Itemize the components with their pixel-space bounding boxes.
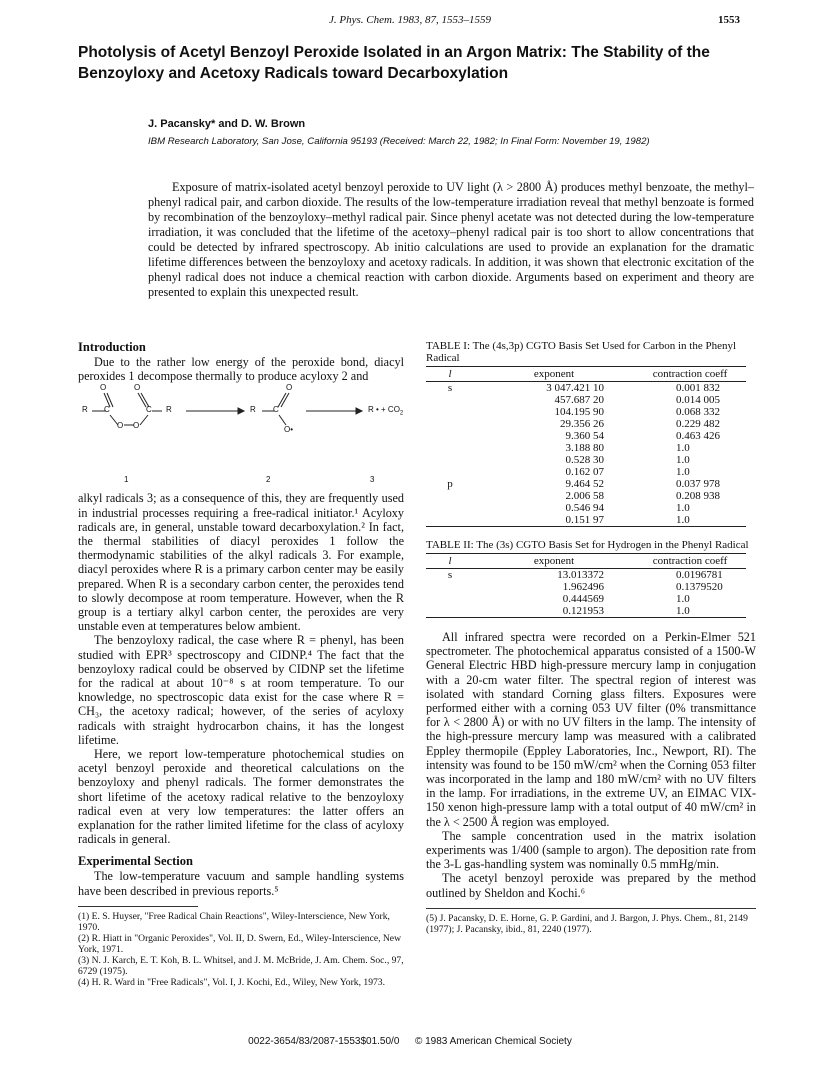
- table2-cell-coeff: 1.0: [676, 593, 690, 605]
- table2: [426, 553, 746, 618]
- table2-cell-coeff: 1.0: [634, 605, 746, 618]
- table2-caption: TABLE II: The (3s) CGTO Basis Set for Hydrogen in the Phenyl Radical: [426, 539, 749, 551]
- right-column: [426, 340, 756, 935]
- table1-cell-coeff: 1.0: [634, 514, 746, 527]
- table1-row: [426, 418, 746, 430]
- table1-cell-coeff: 0.068 332: [676, 406, 720, 418]
- table1-cell-l: [426, 442, 474, 454]
- table1-cell-exponent: 3.188 80: [565, 442, 604, 454]
- table1: [426, 366, 746, 527]
- table2-cell-exponent: 13.013372: [557, 569, 604, 581]
- table2-row: [426, 593, 746, 605]
- scheme-r1: R: [82, 405, 88, 415]
- table1-cell-exponent: 0.546 94: [565, 502, 604, 514]
- table1-cell-l: [426, 490, 474, 502]
- table1-row: [426, 514, 746, 527]
- table1-cell-coeff: 1.0: [676, 502, 690, 514]
- table1-cell-exponent: 0.151 97: [474, 514, 634, 527]
- footer-code: 0022-3654/83/2087-1553$01.50/0: [248, 1036, 400, 1047]
- table2-cell-coeff: 0.0196781: [676, 569, 723, 581]
- table2-header-coeff: contraction coeff: [634, 554, 746, 569]
- authors: J. Pacansky* and D. W. Brown: [148, 118, 306, 130]
- table1-cell-exponent: 3 047.421 10: [546, 382, 604, 394]
- methods-paragraph-3: The acetyl benzoyl peroxide was prepared by the method outlined by Sheldon and Kochi.⁶: [426, 871, 756, 900]
- compound-3-label: 3: [370, 475, 375, 485]
- footnote-rule: [78, 906, 198, 907]
- scheme-o-radical: O•: [284, 425, 294, 435]
- table1-cell-exponent: 104.195 90: [554, 406, 604, 418]
- scheme-o2: O: [117, 421, 124, 431]
- scheme-o3: O: [133, 421, 140, 431]
- footnote-rule-right: [426, 908, 756, 909]
- table1-cell-exponent: 2.006 58: [565, 490, 604, 502]
- table2-cell-l: [426, 593, 474, 605]
- table2-header-l: l: [426, 554, 474, 569]
- table1-cell-l: p: [447, 478, 453, 490]
- table1-header-exponent: exponent: [474, 367, 634, 382]
- scheme-r3: R: [250, 405, 256, 415]
- table2-cell-exponent: 0.121953: [474, 605, 634, 618]
- table1-row: [426, 490, 746, 502]
- table1-cell-coeff: 0.463 426: [676, 430, 720, 442]
- table1-cell-coeff: 1.0: [676, 454, 690, 466]
- methods-paragraph-1: All infrared spectra were recorded on a Perkin-Elmer 521 spectrometer. The photochemical apparatus consisted of a 1500-W General Electric HBD high-pressure mercury lamp in conjugation with a 20-cm water filter. The spectral region of interest was isolated with standard Corning glass filters. Exposures were performed either with a corning 053 UV filter (0% transmittance for λ < 2800 Å) or with no UV filters in the lamp. The intensity of the high-pressure mercury lamp was measured with a calibrated Eppley thermopile (Eppley Laboratories, Inc., Newport, RI). The intensity was found to be 150 mW/cm² when the Corning 053 filter was incorporated in the lamp and 180 mW/cm² with no UV filters in the lamp. For irradiations, in the extreme UV, an EIMAC VIX-150 xenon high-pressure lamp with a total output of 40 mW/cm² in the λ < 2500 Å region was employed.: [426, 630, 756, 829]
- table1-cell-coeff: 0.229 482: [676, 418, 720, 430]
- intro-paragraph-4: Here, we report low-temperature photochemical studies on acetyl benzoyl peroxide and theoretical calculations on the benzoyloxy and phenyl radicals. The former demonstrates the short lifetime of the acetoxy radical relative to the benzoyloxy radical even at very low temperatures: the latter offers an explanation for the rather limited lifetime for the class of acyloxy radicals in general.: [78, 747, 404, 847]
- table1-cell-exponent: 0.162 07: [565, 466, 604, 478]
- reaction-scheme: R C O O O C O R R C O O• R • + $CO_2$ 1 2 3: [78, 383, 404, 491]
- table1-cell-l: s: [447, 382, 453, 394]
- table1-row: [426, 394, 746, 406]
- table1-cell-exponent: 0.528 30: [565, 454, 604, 466]
- table2-cell-l: [426, 605, 474, 618]
- intro-paragraph-1: Due to the rather low energy of the peroxide bond, diacyl peroxides 1 decompose thermally to produce acyloxy 2 and: [78, 355, 404, 384]
- table1-cell-l: [426, 430, 474, 442]
- table1-cell-coeff: 0.037 978: [676, 478, 720, 490]
- table2-cell-l: [426, 581, 474, 593]
- table1-cell-l: [426, 394, 474, 406]
- page-number: 1553: [718, 14, 740, 26]
- scheme-products: R • + $CO_2$: [368, 405, 404, 417]
- footnote-1: (1) E. S. Huyser, "Free Radical Chain Reactions", Wiley-Interscience, New York, 1970.: [78, 910, 390, 933]
- footnote-2: (2) R. Hiatt in "Organic Peroxides", Vol. II, D. Swern, Ed., Wiley-Interscience, New York, 1971.: [78, 932, 401, 955]
- table2-row: [426, 605, 746, 618]
- table2-cell-exponent: 0.444569: [562, 593, 604, 605]
- table1-cell-coeff: 0.208 938: [676, 490, 720, 502]
- table2-header-exponent: exponent: [474, 554, 634, 569]
- table1-row: [426, 454, 746, 466]
- table1-cell-l: [426, 466, 474, 478]
- table2-row: [426, 569, 746, 582]
- section-heading-experimental: Experimental Section: [78, 854, 193, 869]
- compound-1-label: 1: [124, 475, 129, 485]
- intro-paragraph-3: The benzoyloxy radical, the case where R = phenyl, has been studied with EPR³ spectroscopy and CIDNP.⁴ The fact that the benzoyloxy radical could be observed by CIDNP set the lifetime for the radical at about 10⁻⁸ s at room temperature. To our knowledge, no spectroscopic data exist for the case where R = CH₃, the acetoxy radical; however, of the series of acyloxy radicals with straight hydrocarbon chains, it has the longest lifetime.: [78, 633, 404, 747]
- table1-row: [426, 466, 746, 478]
- table2-cell-l: s: [447, 569, 453, 581]
- table1-cell-exponent: 9.464 52: [565, 478, 604, 490]
- table1-cell-coeff: 1.0: [676, 466, 690, 478]
- section-heading-introduction: Introduction: [78, 340, 146, 354]
- footnote-5: (5) J. Pacansky, D. E. Horne, G. P. Gardini, and J. Bargon, J. Phys. Chem., 81, 2149 (1977); J. Pacansky, ibid., 81, 2240 (1977).: [426, 912, 748, 935]
- table1-cell-l: [426, 406, 474, 418]
- article-title: Photolysis of Acetyl Benzoyl Peroxide Isolated in an Argon Matrix: The Stability of the Benzoyloxy and Acetoxy Radicals toward Decarboxylation: [78, 44, 710, 82]
- journal-citation: J. Phys. Chem. 1983, 87, 1553–1559: [329, 14, 491, 26]
- table1-row: [426, 430, 746, 442]
- scheme-r2: R: [166, 405, 172, 415]
- footnote-3: (3) N. J. Karch, E. T. Koh, B. L. Whitsel, and J. M. McBride, J. Am. Chem. Soc., 97, 6729 (1975).: [78, 954, 404, 977]
- table1-body: [426, 382, 746, 527]
- table1-row: [426, 382, 746, 395]
- table1-cell-exponent: 457.687 20: [554, 394, 604, 406]
- table1-cell-l: [426, 454, 474, 466]
- table1-cell-coeff: 1.0: [676, 442, 690, 454]
- footnote-4: (4) H. R. Ward in "Free Radicals", Vol. I, J. Kochi, Ed., Wiley, New York, 1973.: [78, 976, 385, 988]
- table2-row: [426, 581, 746, 593]
- table1-row: [426, 442, 746, 454]
- table1-header-l: l: [426, 367, 474, 382]
- table2-body: [426, 569, 746, 618]
- abstract: Exposure of matrix-isolated acetyl benzoyl peroxide to UV light (λ > 2800 Å) produces methyl benzoate, the methyl–phenyl radical pair, and carbon dioxide. The results of the low-temperature irradiation reveal that methyl benzoate is formed by recombination of the benzoyloxy–methyl radical pair. Since phenyl acetate was not detected during the low-temperature irradiation, it was concluded that the lifetime of the acetoxy–phenyl radical pair is too short to allow concentrations that could be detected by infrared spectroscopy. Ab initio calculations are used to provide an explanation for the dramatic lifetime differences between the benzoyloxy and acetoxy radicals. In addition, it was shown that electronic excitation of the phenyl radical does not induce a chemical reaction with carbon dioxide. Arguments based on experiment and theory are presented to explain this unexpected result.: [148, 180, 754, 299]
- left-column: [78, 340, 404, 988]
- table1-cell-l: [426, 502, 474, 514]
- table1-cell-coeff: 0.014 005: [676, 394, 720, 406]
- table1-cell-coeff: 0.001 832: [676, 382, 720, 394]
- methods-paragraph-2: The sample concentration used in the matrix isolation experiments was 1/400 (sample to argon). The deposition rate from the 3-L gas-handling system was nominally 0.5 mmHg/min.: [426, 828, 756, 872]
- experimental-paragraph-1: The low-temperature vacuum and sample handling systems have been described in previous reports.⁵: [78, 869, 404, 898]
- compound-2-label: 2: [266, 475, 271, 485]
- table2-cell-coeff: 0.1379520: [676, 581, 723, 593]
- table1-cell-l: [426, 418, 474, 430]
- table1-row: [426, 478, 746, 490]
- table1-row: [426, 406, 746, 418]
- affiliation: IBM Research Laboratory, San Jose, California 95193 (Received: March 22, 1982; In Final Form: November 19, 1982): [148, 136, 650, 147]
- table2-cell-exponent: 1.962496: [562, 581, 604, 593]
- intro-paragraph-2: alkyl radicals 3; as a consequence of this, they are frequently used in industrial processes requiring a free-radical initiator.¹ Acyloxy radicals are, in general, unstable toward decarboxylation.² In fact, the thermal stabilities of diacyl peroxides 1 follow the thermodynamic stabilities of the alkyl radicals 3. For example, diacyl peroxides where R is a primary carbon center may be easily prepared. When R is a secondary carbon center, the peroxides tend to slowly decompose at room temperature. However, when the R group is a tertiary alkyl carbon center, the peroxides are very unstable even at temperatures below ambient.: [78, 491, 404, 634]
- table1-row: [426, 502, 746, 514]
- page-footer: [0, 1036, 820, 1047]
- table1-cell-exponent: 9.360 54: [565, 430, 604, 442]
- footer-copyright: © 1983 American Chemical Society: [414, 1036, 572, 1047]
- table1-cell-exponent: 29.356 26: [560, 418, 604, 430]
- table1-caption: TABLE I: The (4s,3p) CGTO Basis Set Used for Carbon in the Phenyl Radical: [426, 340, 737, 364]
- table1-header-coeff: contraction coeff: [634, 367, 746, 382]
- scheme-o1: O: [100, 383, 107, 393]
- scheme-o4: O: [134, 383, 141, 393]
- table1-cell-l: [426, 514, 474, 527]
